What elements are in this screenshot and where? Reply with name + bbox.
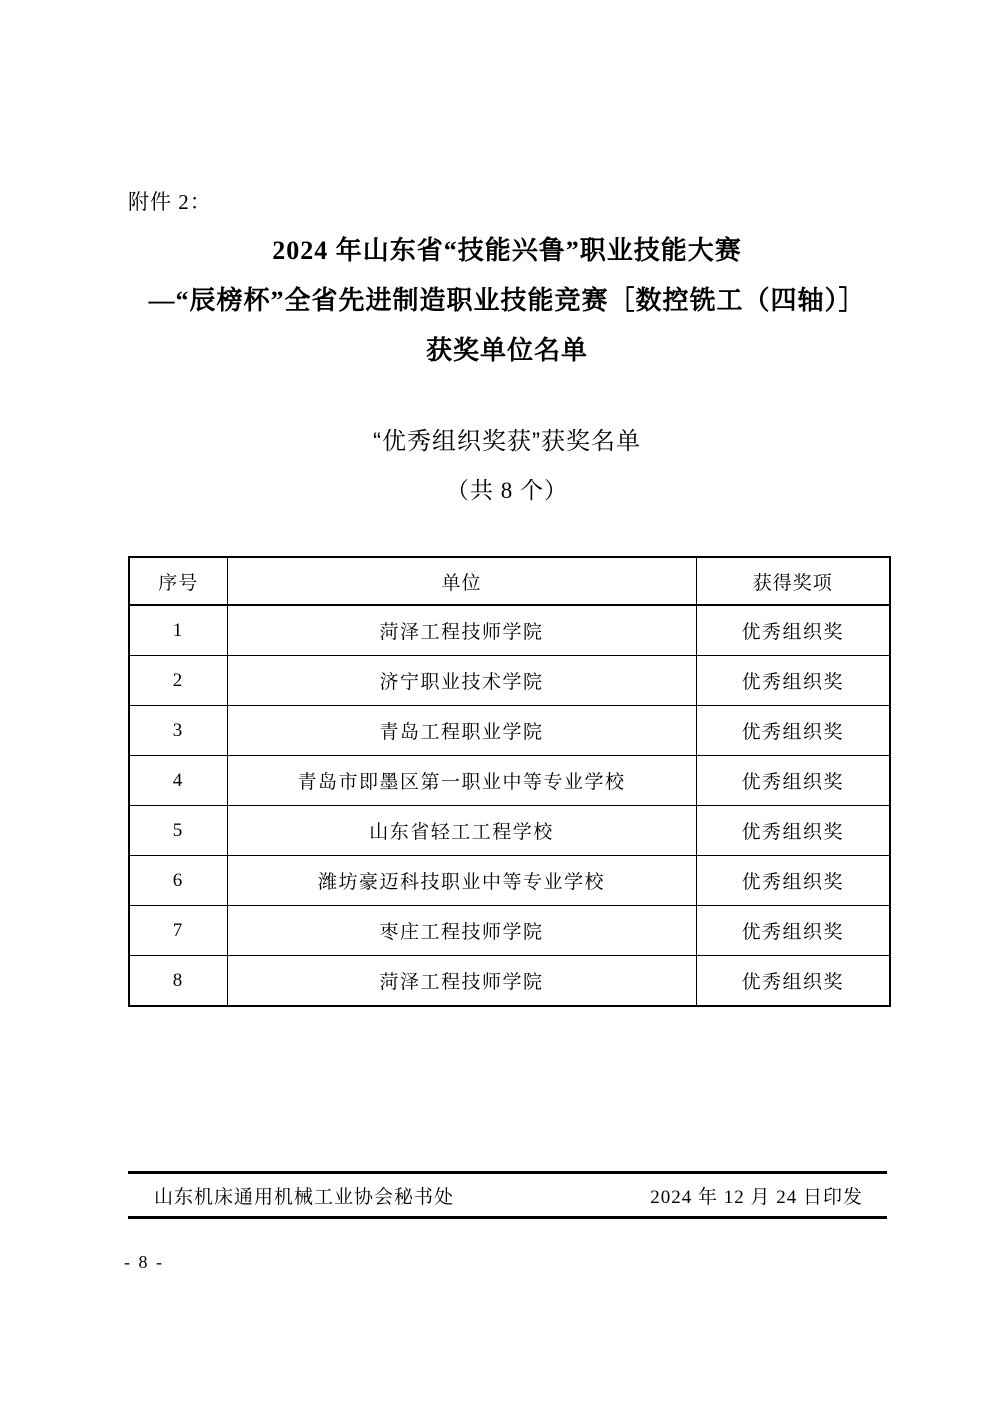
footer-issuer: 山东机床通用机械工业协会秘书处 bbox=[154, 1186, 455, 1208]
unit-name-cell: 青岛市即墨区第一职业中等专业学校 bbox=[227, 756, 696, 806]
table-header-row bbox=[129, 557, 890, 605]
title-line-2: —“辰榜杯”全省先进制造职业技能竞赛［数控铣工（四轴）］ bbox=[148, 286, 866, 315]
row-number-cell: 3 bbox=[129, 706, 227, 756]
page-number: - 8 - bbox=[124, 1252, 164, 1272]
table-row bbox=[129, 906, 890, 956]
attachment-label: 附件 2： bbox=[128, 190, 212, 214]
unit-name-cell: 菏泽工程技师学院 bbox=[227, 956, 696, 1007]
unit-name-cell: 青岛工程职业学院 bbox=[227, 706, 696, 756]
unit-name-cell: 潍坊豪迈科技职业中等专业学校 bbox=[227, 856, 696, 906]
header-cell-unit: 单位 bbox=[227, 557, 696, 605]
document-title bbox=[112, 226, 902, 376]
header-cell-award: 获得奖项 bbox=[696, 557, 890, 605]
table-row bbox=[129, 856, 890, 906]
document-footer bbox=[128, 1171, 887, 1219]
award-name-cell: 优秀组织奖 bbox=[696, 806, 890, 856]
award-name-cell: 优秀组织奖 bbox=[696, 706, 890, 756]
title-line-3: 获奖单位名单 bbox=[425, 336, 588, 365]
unit-name-cell: 济宁职业技术学院 bbox=[227, 656, 696, 706]
table-row bbox=[129, 756, 890, 806]
award-table-body bbox=[129, 605, 890, 1006]
table-row bbox=[129, 656, 890, 706]
award-list-subtitle bbox=[112, 417, 902, 515]
award-name-cell: 优秀组织奖 bbox=[696, 906, 890, 956]
subtitle-line-1: “优秀组织奖获”获奖名单 bbox=[373, 428, 641, 455]
table-row bbox=[129, 806, 890, 856]
award-table bbox=[128, 556, 891, 1007]
row-number-cell: 7 bbox=[129, 906, 227, 956]
unit-name-cell: 菏泽工程技师学院 bbox=[227, 605, 696, 656]
row-number-cell: 5 bbox=[129, 806, 227, 856]
award-name-cell: 优秀组织奖 bbox=[696, 756, 890, 806]
row-number-cell: 1 bbox=[129, 605, 227, 656]
row-number-cell: 6 bbox=[129, 856, 227, 906]
award-name-cell: 优秀组织奖 bbox=[696, 956, 890, 1007]
row-number-cell: 4 bbox=[129, 756, 227, 806]
table-row bbox=[129, 956, 890, 1007]
award-name-cell: 优秀组织奖 bbox=[696, 605, 890, 656]
row-number-cell: 8 bbox=[129, 956, 227, 1007]
header-cell-serial: 序号 bbox=[129, 557, 227, 605]
subtitle-line-2: （共 8 个） bbox=[446, 478, 568, 503]
award-name-cell: 优秀组织奖 bbox=[696, 856, 890, 906]
award-name-cell: 优秀组织奖 bbox=[696, 656, 890, 706]
row-number-cell: 2 bbox=[129, 656, 227, 706]
unit-name-cell: 山东省轻工工程学校 bbox=[227, 806, 696, 856]
table-row bbox=[129, 605, 890, 656]
unit-name-cell: 枣庄工程技师学院 bbox=[227, 906, 696, 956]
footer-issue-date: 2024 年 12 月 24 日印发 bbox=[650, 1186, 863, 1208]
title-line-1: 2024 年山东省“技能兴鲁”职业技能大赛 bbox=[272, 236, 742, 265]
table-row bbox=[129, 706, 890, 756]
